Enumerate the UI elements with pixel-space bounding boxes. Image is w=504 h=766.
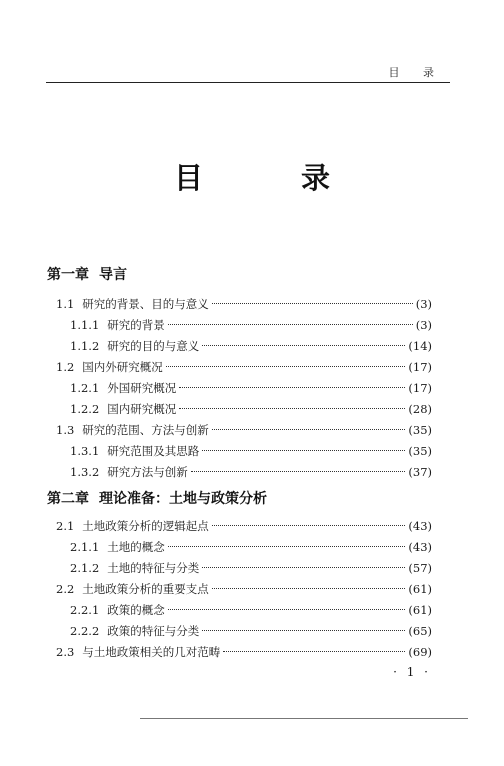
- dot-leader: [166, 366, 406, 367]
- section-number: 1.3: [56, 423, 75, 437]
- dot-leader: [202, 450, 405, 451]
- dot-leader: [202, 345, 405, 346]
- section-title: 土地的概念: [107, 540, 165, 554]
- toc-entry[interactable]: [56, 358, 432, 376]
- section-title: 土地政策分析的逻辑起点: [82, 519, 209, 533]
- page-reference: (3): [415, 318, 432, 332]
- toc-entry[interactable]: [70, 442, 432, 460]
- section-title: 外国研究概况: [107, 381, 177, 395]
- toc-entry[interactable]: [70, 337, 432, 355]
- chapter-heading: [47, 488, 267, 508]
- section-number: 2.1.1: [70, 540, 100, 554]
- section-number: 1.1.1: [70, 318, 100, 332]
- dot-leader: [212, 303, 413, 304]
- header-rule: [46, 82, 450, 83]
- dot-leader: [223, 651, 405, 652]
- section-number: 1.2.1: [70, 381, 100, 395]
- dot-leader: [179, 408, 405, 409]
- dot-leader: [168, 324, 413, 325]
- toc-entry[interactable]: [70, 379, 432, 397]
- page-reference: (3): [415, 297, 432, 311]
- toc-entry[interactable]: [70, 316, 432, 334]
- dot-leader: [202, 567, 405, 568]
- toc-entry[interactable]: [70, 622, 432, 640]
- toc-entry[interactable]: [56, 643, 432, 661]
- page-reference: (28): [408, 402, 432, 416]
- page-reference: (65): [408, 624, 432, 638]
- section-number: 2.2.1: [70, 603, 100, 617]
- dot-leader: [212, 588, 406, 589]
- toc-entry[interactable]: [70, 463, 432, 481]
- dot-leader: [212, 429, 406, 430]
- section-title: 研究的目的与意义: [107, 339, 200, 353]
- page-reference: (37): [408, 465, 432, 479]
- page-number: · 1 ·: [393, 665, 431, 679]
- page-reference: (35): [408, 423, 432, 437]
- page-reference: (43): [408, 540, 432, 554]
- section-number: 1.2.2: [70, 402, 100, 416]
- toc-entry[interactable]: [70, 601, 432, 619]
- section-title: 研究的背景、目的与意义: [82, 297, 209, 311]
- dot-leader: [212, 525, 406, 526]
- section-number: 2.1.2: [70, 561, 100, 575]
- page-reference: (17): [408, 381, 432, 395]
- section-title: 研究方法与创新: [107, 465, 188, 479]
- dot-leader: [168, 609, 406, 610]
- toc-entry[interactable]: [70, 559, 432, 577]
- dot-leader: [191, 471, 406, 472]
- chapter-number: 第二章: [47, 491, 89, 507]
- section-number: 2.3: [56, 645, 75, 659]
- section-title: 政策的特征与分类: [107, 624, 200, 638]
- section-number: 1.3.2: [70, 465, 100, 479]
- section-number: 2.2.2: [70, 624, 100, 638]
- page-title: 目 录: [173, 161, 375, 195]
- section-title: 研究范围及其思路: [107, 444, 200, 458]
- section-number: 2.1: [56, 519, 75, 533]
- dot-leader: [168, 546, 406, 547]
- toc-entry[interactable]: [56, 517, 432, 535]
- chapter-title: 理论准备：土地与政策分析: [99, 491, 267, 507]
- page-reference: (17): [408, 360, 432, 374]
- page-reference: (57): [408, 561, 432, 575]
- dot-leader: [179, 387, 405, 388]
- section-number: 1.2: [56, 360, 75, 374]
- chapter-number: 第一章: [47, 267, 89, 283]
- page-reference: (35): [408, 444, 432, 458]
- dot-leader: [202, 630, 405, 631]
- chapter-title: 导言: [99, 267, 127, 283]
- toc-entry[interactable]: [56, 295, 432, 313]
- chapter-heading: [47, 264, 127, 284]
- toc-entry[interactable]: [56, 580, 432, 598]
- page-reference: (69): [408, 645, 432, 659]
- section-number: 1.3.1: [70, 444, 100, 458]
- section-number: 1.1.2: [70, 339, 100, 353]
- section-title: 国内研究概况: [107, 402, 177, 416]
- page-reference: (43): [408, 519, 432, 533]
- section-number: 2.2: [56, 582, 75, 596]
- section-title: 土地的特征与分类: [107, 561, 200, 575]
- toc-entry[interactable]: [70, 538, 432, 556]
- section-title: 研究的范围、方法与创新: [82, 423, 209, 437]
- section-title: 土地政策分析的重要支点: [82, 582, 209, 596]
- page-reference: (14): [408, 339, 432, 353]
- page-reference: (61): [408, 582, 432, 596]
- page-reference: (61): [408, 603, 432, 617]
- section-title: 国内外研究概况: [82, 360, 163, 374]
- toc-entry[interactable]: [56, 421, 432, 439]
- running-header: 目 录: [388, 66, 444, 79]
- section-title: 研究的背景: [107, 318, 165, 332]
- bottom-rule: [140, 718, 468, 719]
- toc-entry[interactable]: [70, 400, 432, 418]
- section-title: 与土地政策相关的几对范畴: [82, 645, 221, 659]
- section-title: 政策的概念: [107, 603, 165, 617]
- section-number: 1.1: [56, 297, 75, 311]
